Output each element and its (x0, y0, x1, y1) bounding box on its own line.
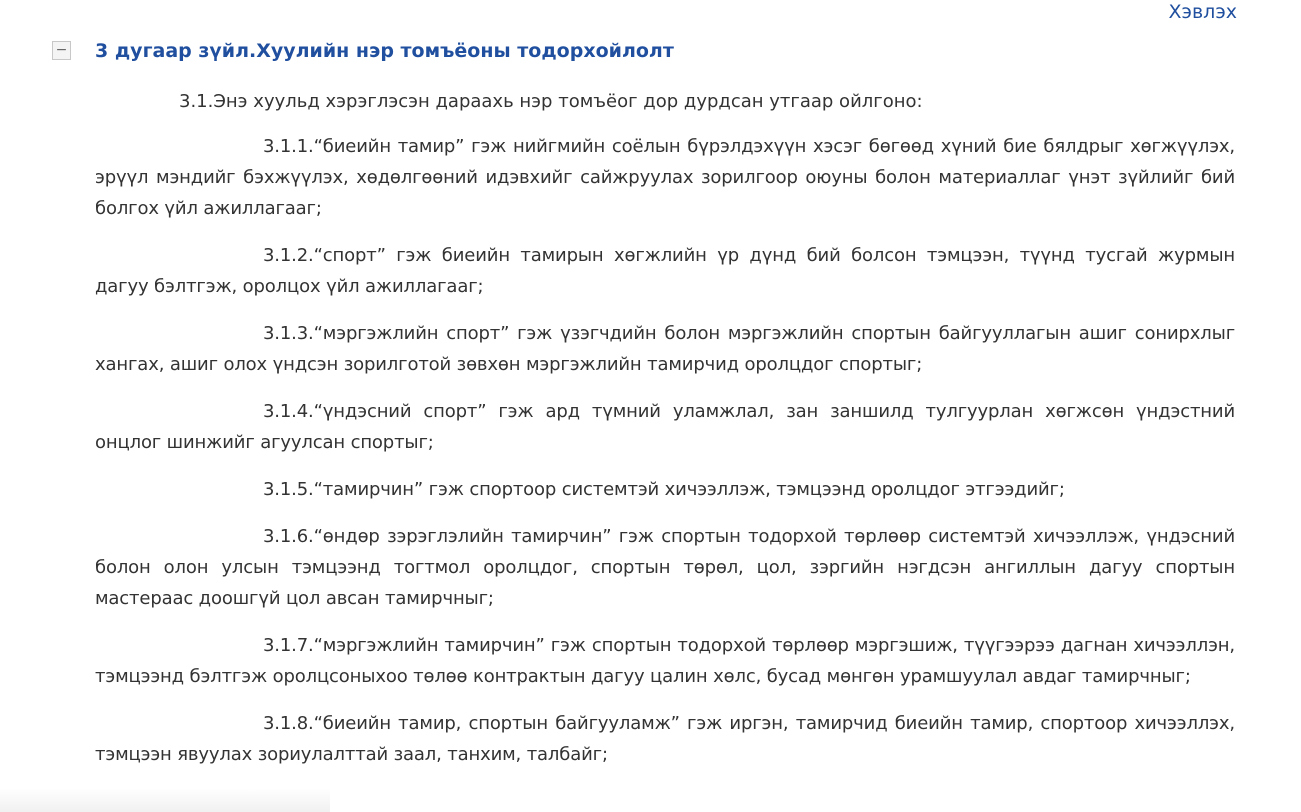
subclause-3-1-1: 3.1.1.“биеийн тамир” гэж нийгмийн соёлын бүрэлдэхүүн хэсэг бөгөөд хүний бие бялдрыг хөгжүүлэх, эрүүл мэндийг бэхжүүлэх, хөдөлгөөний идэвхийг сайжруулах зорилгоор оюуны болон материаллаг үнэт зүйлийг бий болгох үйл ажиллагааг; (95, 136, 1235, 219)
bottom-scroll-fade (0, 788, 330, 812)
subclause-3-1-5: 3.1.5.“тамирчин” гэж спортоор системтэй хичээллэж, тэмцээнд оролцдог этгээдийг; (263, 479, 1065, 500)
collapse-toggle-button[interactable]: − (52, 41, 71, 60)
subclause-list (95, 131, 1235, 786)
clause-3-1: 3.1.Энэ хуульд хэрэглэсэн дараахь нэр томъёог дор дурдсан утгаар ойлгоно: (179, 91, 923, 112)
subclause-3-1-3: 3.1.3.“мэргэжлийн спорт” гэж үзэгчдийн болон мэргэжлийн спортын байгууллагын ашиг сонирхлыг хангах, ашиг олох үндсэн зорилготой зөвхөн мэргэжлийн тамирчид оролцдог спортыг; (95, 323, 1235, 375)
subclause-3-1-4: 3.1.4.“үндэсний спорт” гэж ард түмний уламжлал, зан заншилд тулгуурлан хөгжсөн үндэстний онцлог шинжийг агуулсан спортыг; (95, 401, 1235, 453)
subclause-3-1-6: 3.1.6.“өндөр зэрэглэлийн тамирчин” гэж спортын тодорхой төрлөөр системтэй хичээллэж, үндэсний болон олон улсын тэмцээнд тогтмол оролцдог, спортын төрөл, цол, зэргийн нэгдсэн ангиллын дагуу спортын мастераас доошгүй цол авсан тамирчныг; (95, 526, 1235, 609)
article-title: 3 дугаар зүйл.Хуулийн нэр томъёоны тодорхойлолт (95, 40, 674, 62)
print-link[interactable]: Хэвлэх (1168, 1, 1237, 23)
subclause-3-1-8: 3.1.8.“биеийн тамир, спортын байгууламж” гэж иргэн, тамирчид биеийн тамир, спортоор хичээллэх, тэмцээн явуулах зориулалттай заал, танхим, талбайг; (95, 713, 1235, 765)
subclause-3-1-7: 3.1.7.“мэргэжлийн тамирчин” гэж спортын тодорхой төрлөөр мэргэшиж, түүгээрээ дагнан хичээллэн, тэмцээнд бэлтгэж оролцсоныхоо төлөө контрактын дагуу цалин хөлс, бусад мөнгөн урамшуулал авдаг тамирчныг; (95, 635, 1235, 687)
subclause-3-1-2: 3.1.2.“спорт” гэж биеийн тамирын хөгжлийн үр дүнд бий болсон тэмцээн, түүнд тусгай журмын дагуу бэлтгэж, оролцох үйл ажиллагааг; (95, 245, 1235, 297)
